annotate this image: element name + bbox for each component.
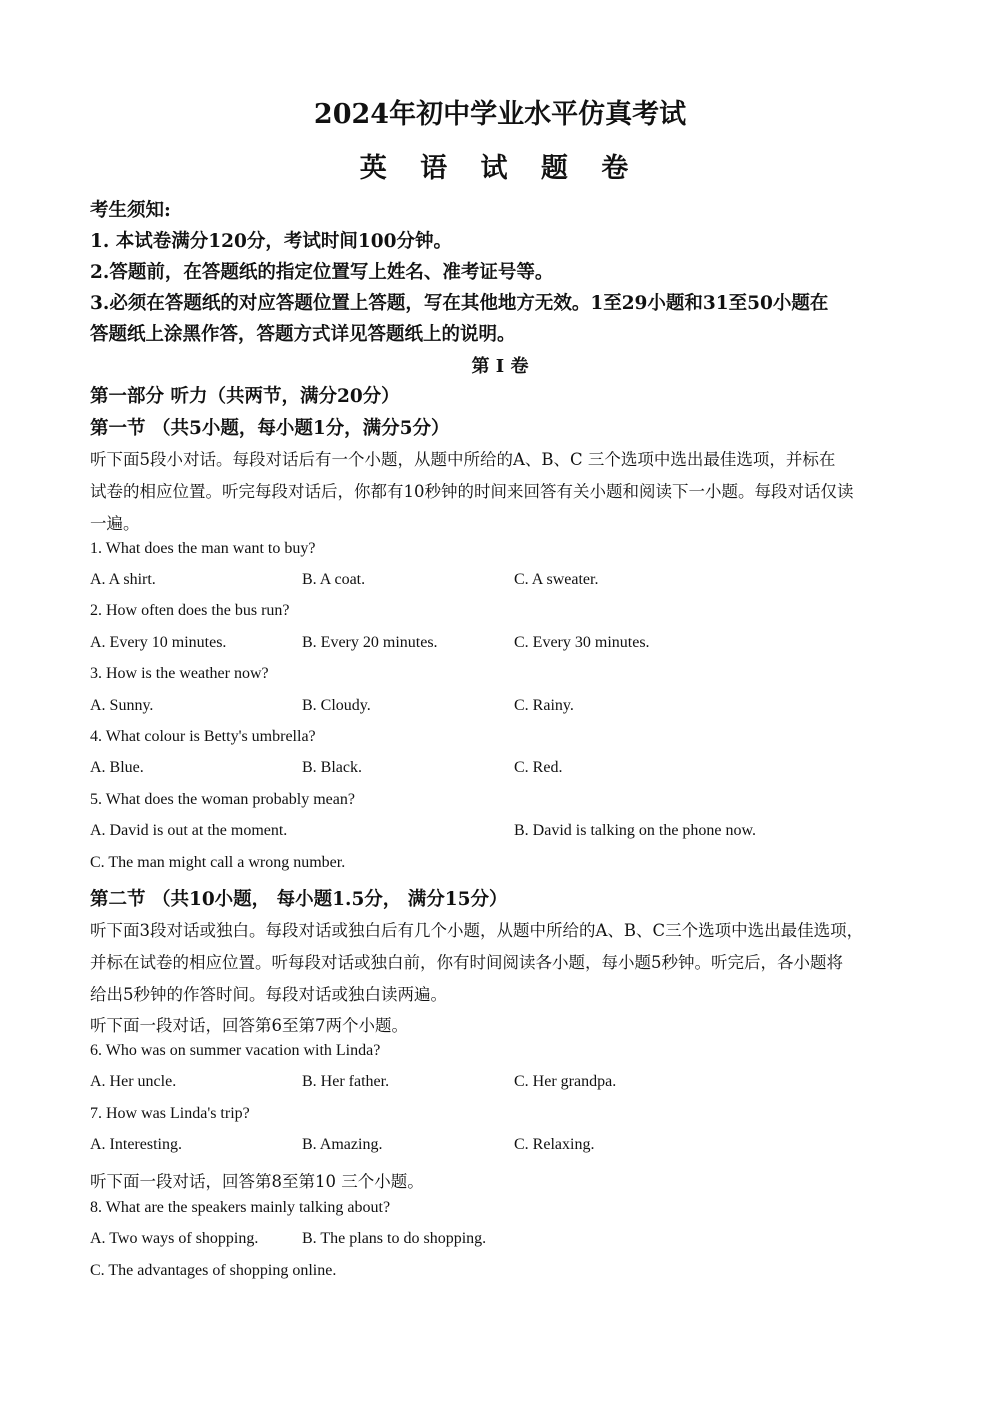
section2-instruction: 并标在试卷的相应位置。听每段对话或独白前，你有时间阅读各小题，每小题5秒钟。听完后，各小题将 <box>90 953 843 972</box>
q8-option-a: A. Two ways of shopping. <box>90 1230 259 1247</box>
q8-option-c: C. The advantages of shopping online. <box>90 1262 337 1279</box>
question-1: 1. What does the man want to buy? <box>90 540 316 557</box>
section2-title: 第二节 （共10小题， 每小题1.5分， 满分15分） <box>90 889 508 910</box>
question-3: 3. How is the weather now? <box>90 665 269 682</box>
q7-option-c: C. Relaxing. <box>514 1136 595 1153</box>
notice-heading: 考生须知: <box>90 200 171 221</box>
q5-option-b: B. David is talking on the phone now. <box>514 822 757 839</box>
q1-option-a: A. A shirt. <box>90 571 156 588</box>
q3-option-b: B. Cloudy. <box>302 697 371 714</box>
q1-option-b: B. A coat. <box>302 571 366 588</box>
exam-title: 2024年初中学业水平仿真考试 <box>313 99 687 130</box>
q6-option-c: C. Her grandpa. <box>514 1073 617 1090</box>
section2-instruction: 听下面3段对话或独白。每段对话或独白后有几个小题，从题中所给的A、B、C三个选项中选出最佳选项， <box>90 921 864 940</box>
volume-heading: 第 I 卷 <box>471 356 529 377</box>
question-8: 8. What are the speakers mainly talking about? <box>90 1199 391 1216</box>
exam-subtitle: 英 语 试 题 卷 <box>359 153 641 184</box>
notice-item: 2.答题前，在答题纸的指定位置写上姓名、准考证号等。 <box>90 262 554 283</box>
intro-q6-q7: 听下面一段对话，回答第6至第7两个小题。 <box>90 1016 408 1035</box>
intro-q8-q10: 听下面一段对话，回答第8至第10 三个小题。 <box>90 1172 424 1191</box>
q2-option-a: A. Every 10 minutes. <box>90 634 227 651</box>
q4-option-c: C. Red. <box>514 759 563 776</box>
q5-option-a: A. David is out at the moment. <box>90 822 288 839</box>
q8-option-b: B. The plans to do shopping. <box>302 1230 487 1247</box>
section1-instruction: 试卷的相应位置。听完每段对话后，你都有10秒钟的时间来回答有关小题和阅读下一小题。每段对话仅读 <box>90 482 854 501</box>
q3-option-a: A. Sunny. <box>90 697 154 714</box>
q4-option-b: B. Black. <box>302 759 362 776</box>
section1-instruction: 一遍。 <box>90 514 140 533</box>
notice-item: 3.必须在答题纸的对应答题位置上答题，写在其他地方无效。1至29小题和31至50小题在 <box>90 293 829 314</box>
q6-option-a: A. Her uncle. <box>90 1073 177 1090</box>
q7-option-a: A. Interesting. <box>90 1136 182 1153</box>
section1-instruction: 听下面5段小对话。每段对话后有一个小题，从题中所给的A、B、C 三个选项中选出最佳选项，并标在 <box>90 450 836 469</box>
q2-option-c: C. Every 30 minutes. <box>514 634 650 651</box>
notice-item: 1. 本试卷满分120分，考试时间100分钟。 <box>90 231 452 252</box>
q6-option-b: B. Her father. <box>302 1073 390 1090</box>
q7-option-b: B. Amazing. <box>302 1136 383 1153</box>
q1-option-c: C. A sweater. <box>514 571 599 588</box>
question-6: 6. Who was on summer vacation with Linda? <box>90 1042 381 1059</box>
question-4: 4. What colour is Betty's umbrella? <box>90 728 316 745</box>
q2-option-b: B. Every 20 minutes. <box>302 634 438 651</box>
question-7: 7. How was Linda's trip? <box>90 1105 250 1122</box>
section1-title: 第一节 （共5小题，每小题1分，满分5分） <box>90 418 450 439</box>
q5-option-c: C. The man might call a wrong number. <box>90 854 346 871</box>
notice-item: 答题纸上涂黑作答，答题方式详见答题纸上的说明。 <box>90 324 516 345</box>
q3-option-c: C. Rainy. <box>514 697 574 714</box>
question-2: 2. How often does the bus run? <box>90 602 290 619</box>
q4-option-a: A. Blue. <box>90 759 144 776</box>
section2-instruction: 给出5秒钟的作答时间。每段对话或独白读两遍。 <box>90 985 447 1004</box>
part1-title: 第一部分 听力（共两节，满分20分） <box>90 386 400 407</box>
question-5: 5. What does the woman probably mean? <box>90 791 355 808</box>
